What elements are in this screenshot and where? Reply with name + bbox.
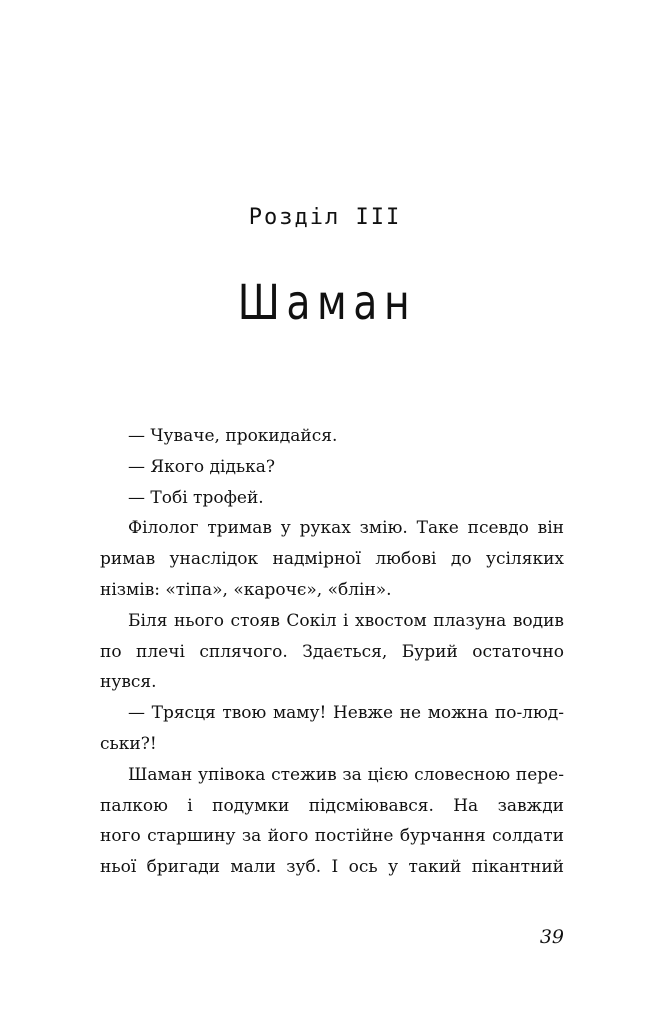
text-line: Філолог тримав у руках змію. Таке псевдо він xyxy=(128,518,564,539)
text-line: — Якого дідька? xyxy=(128,456,276,477)
text-line: ного старшину за його постійне бурчання солдати xyxy=(100,826,564,847)
text-line: нізмів: «тіпа», «карочє», «блін». xyxy=(100,579,392,600)
chapter-title: Шаман xyxy=(237,275,417,331)
text-line: — Трясця твою маму! Невже не можна по-люд- xyxy=(128,703,564,724)
text-line: по плечі сплячого. Здається, Бурий остаточно xyxy=(100,641,564,662)
chapter-label: Розділ III xyxy=(248,205,402,230)
text-line: нувся. xyxy=(100,672,157,693)
text-line: ськи?! xyxy=(100,733,157,754)
text-line: — Тобі трофей. xyxy=(128,487,264,508)
text-line: ньої бригади мали зуб. І ось у такий пікантний xyxy=(100,857,564,878)
text-line: палкою і подумки підсміювався. На завжди xyxy=(100,795,564,816)
body-text xyxy=(100,421,564,883)
page-number: 39 xyxy=(539,926,564,948)
text-line: римав унаслідок надмірної любові до усіляких xyxy=(100,549,564,570)
text-line: Біля нього стояв Сокіл і хвостом плазуна водив xyxy=(128,610,564,631)
text-line: Шаман упівока стежив за цією словесною пере- xyxy=(128,764,564,785)
text-line: — Чуваче, прокидайся. xyxy=(128,426,338,446)
